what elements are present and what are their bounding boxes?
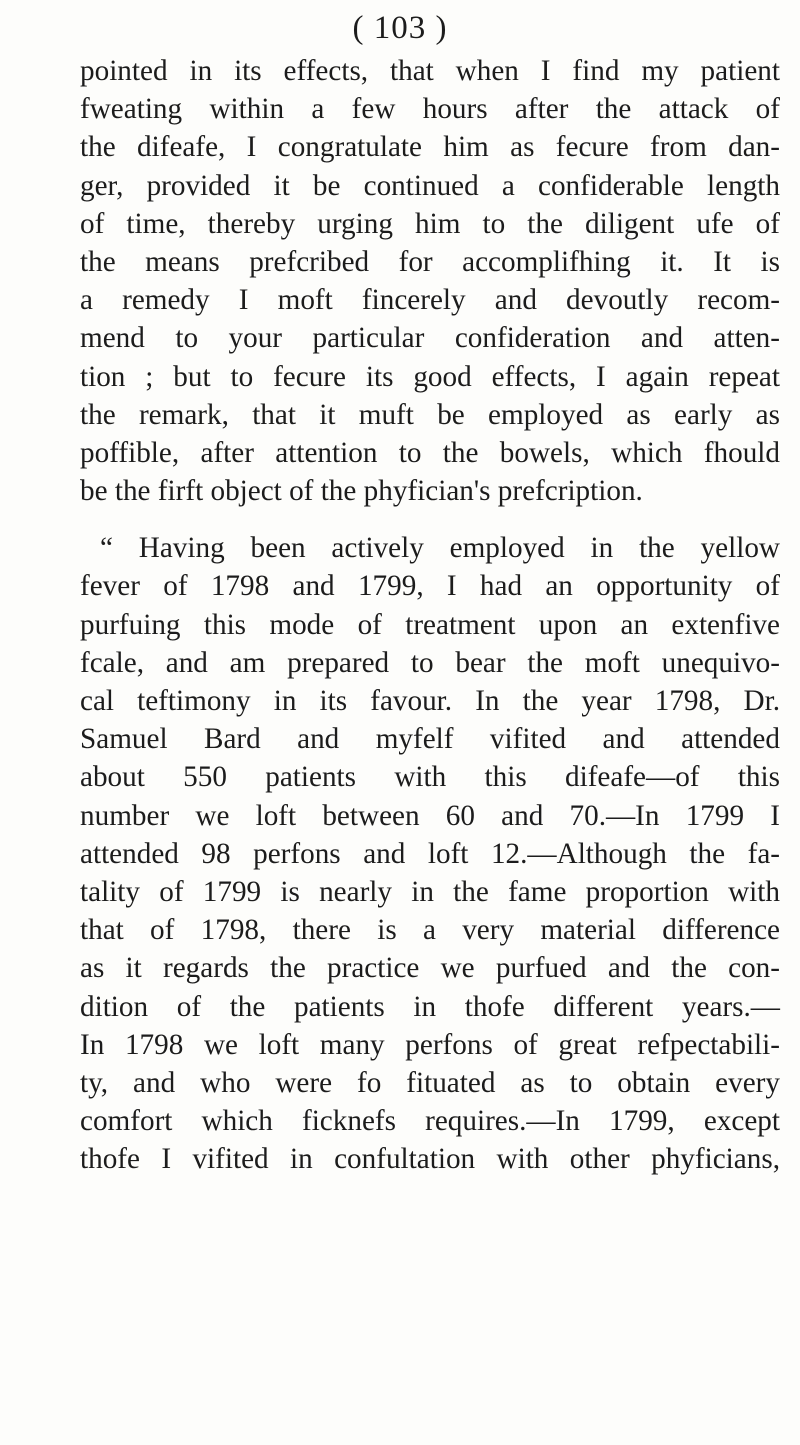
- text-line: mend to your particular confideration and atten-: [80, 322, 780, 355]
- text-line: be the firft object of the phyfician's prefcription.: [80, 475, 643, 508]
- text-line: Samuel Bard and myfelf vifited and attended: [80, 723, 780, 756]
- text-line: purfuing this mode of treatment upon an extenfive: [80, 608, 780, 641]
- text-line: attended 98 perfons and loft 12.—Although the fa-: [80, 837, 780, 870]
- text-line: fcale, and am prepared to bear the moft unequivo-: [80, 646, 780, 679]
- text-line: pointed in its effects, that when I find my patient: [80, 55, 780, 87]
- text-line: the difeafe, I congratulate him as fecure from dan-: [80, 131, 780, 164]
- paragraph-gap: [80, 510, 780, 529]
- paragraph-2: [80, 529, 780, 1178]
- text-line: tion ; but to fecure its good effects, I again repeat: [80, 360, 780, 393]
- text-line: comfort which ficknefs requires.—In 1799, except: [80, 1105, 780, 1138]
- text-line: fever of 1798 and 1799, I had an opportunity of: [80, 570, 780, 603]
- text-line: tality of 1799 is nearly in the fame proportion with: [80, 875, 780, 908]
- text-line: as it regards the practice we purfued and the con-: [80, 952, 780, 985]
- text-line: about 550 patients with this difeafe—of this: [80, 761, 780, 794]
- page-number: ( 103 ): [352, 10, 448, 46]
- paragraph-1: [80, 52, 780, 510]
- text-line: poffible, after attention to the bowels, which fhould: [80, 436, 780, 469]
- text-line: a remedy I moft fincerely and devoutly recom-: [80, 284, 780, 317]
- text-line: cal teftimony in its favour. In the year 1798, Dr.: [80, 685, 780, 717]
- text-line: the means prefcribed for accomplifhing it. It is: [80, 245, 780, 278]
- text-line: the remark, that it muft be employed as early as: [80, 398, 780, 431]
- text-line: that of 1798, there is a very material difference: [80, 914, 780, 947]
- body-text: [80, 52, 780, 1178]
- text-line: ty, and who were fo fituated as to obtain every: [80, 1066, 780, 1099]
- text-line: number we loft between 60 and 70.—In 1799 I: [80, 799, 780, 832]
- text-line: fweating within a few hours after the attack of: [80, 93, 780, 126]
- text-line: “ Having been actively employed in the yellow: [100, 532, 780, 565]
- text-line: of time, thereby urging him to the diligent ufe of: [80, 207, 780, 240]
- text-line: ger, provided it be continued a confiderable length: [80, 169, 780, 202]
- text-line: dition of the patients in thofe different years.—: [80, 990, 780, 1023]
- text-line: In 1798 we loft many perfons of great refpectabili-: [80, 1028, 780, 1061]
- text-line: thofe I vifited in confultation with other phyficians,: [80, 1143, 780, 1176]
